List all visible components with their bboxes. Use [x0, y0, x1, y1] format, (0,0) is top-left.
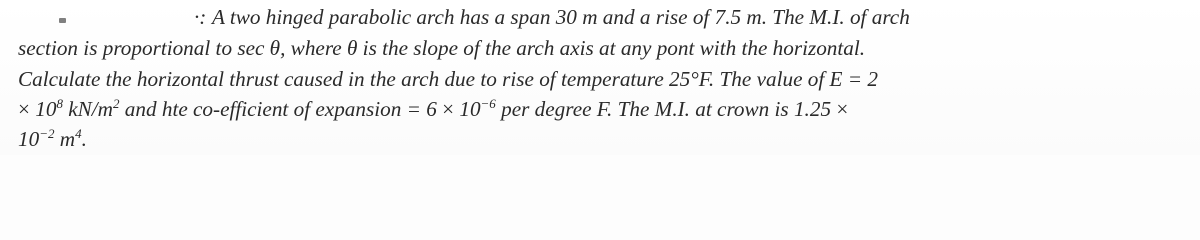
exponent-negative-6: −6	[480, 96, 496, 111]
problem-line-2	[0, 33, 1200, 63]
power-base: 10	[459, 97, 481, 121]
problem-line-4-end: per degree F. The M.I. at crown is 1.25	[501, 97, 832, 121]
problem-line-5	[0, 124, 1200, 154]
power-base: 10	[18, 127, 40, 151]
period: .	[81, 127, 87, 151]
exponent-4: 4	[75, 126, 82, 141]
problem-line-4-lead	[18, 94, 848, 124]
problem-line-5-text	[18, 124, 87, 154]
multiply-sign: ×	[18, 97, 30, 121]
unit-kn-per-m: kN/m	[68, 97, 113, 121]
exponent-2: 2	[112, 96, 120, 111]
exponent-8: 8	[56, 96, 63, 111]
multiply-sign: ×	[836, 97, 849, 121]
problem-line-1	[0, 2, 1200, 32]
problem-line-3-text: Calculate the horizontal thrust caused in the arch due to rise of temperature 25°F. The value of E = 2	[18, 67, 878, 91]
problem-line-4	[0, 94, 1200, 124]
problem-line-1-text: A two hinged parabolic arch has a span 30 m and a rise of 7.5 m. The M.I. of arch	[212, 5, 910, 29]
power-base: 10	[35, 97, 57, 121]
problem-line-4-middle: and hte co-efficient of expansion = 6	[124, 97, 437, 121]
exponent-negative-2: −2	[39, 126, 55, 141]
problem-line-2-text: section is proportional to sec θ, where θ is the slope of the arch axis at any pont with the horizontal.	[18, 36, 866, 60]
multiply-sign: ×	[442, 97, 455, 121]
problem-line-3	[0, 64, 1200, 94]
problem-marker: ·:	[194, 5, 207, 29]
unit-m: m	[59, 127, 76, 151]
